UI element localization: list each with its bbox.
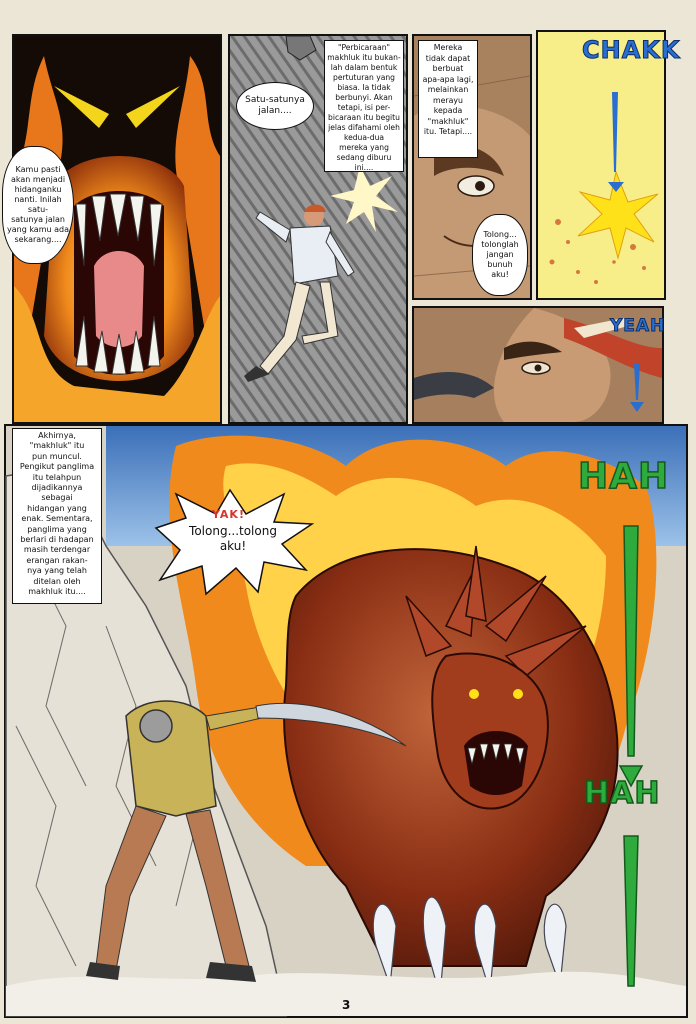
panel-chakk	[536, 30, 681, 300]
sfx-chakk: CHAKK	[582, 36, 681, 64]
chakk-slash-art	[538, 32, 664, 298]
creature-eye-left	[469, 689, 479, 699]
narration-caption-mereka: Mereka tidak dapat berbuat apa-apa lagi, melainkan merayu kepada "makhluk" itu. Tetapi....	[418, 40, 478, 158]
sfx-hah-bottom: HAH	[584, 776, 661, 811]
burst-text-tolong: Tolong...tolong aku!	[189, 524, 277, 553]
creature-eye-right	[513, 689, 523, 699]
panel-pleading-face	[412, 34, 532, 300]
page-number: 3	[342, 998, 351, 1012]
speech-burst-tolonglah: Tolong... tolonglah jangan bunuh aku!	[472, 214, 528, 296]
sfx-yeah: YEAH	[610, 316, 666, 336]
creature-mouth	[464, 731, 528, 795]
sfx-hah-top: HAH	[578, 456, 670, 497]
narration-caption-akhirnya: Akhirnya, "makhluk" itu pun muncul. Pengikut panglima itu telahpun dijadikannya sebagai hidangan yang enak. Sementara, panglima yang berlari di hadapan masih terdengar erangan rakan- nya yang telah ditelan oleh makhluk itu....	[12, 428, 102, 604]
burst-sfx-yak: YAK!	[212, 508, 245, 521]
speech-bubble-satu-satunya: Satu-satunya jalan....	[236, 82, 314, 130]
creature-attack-art	[6, 426, 686, 1016]
panel-monster-jaws	[6, 34, 222, 424]
panel-yeah	[412, 306, 664, 424]
monster-speech-bubble: Kamu pasti akan menjadi hidanganku nanti. Inilah satu- satunya jalan yang kamu ada sekarang....	[2, 146, 74, 264]
narration-caption-perbicaraan: "Perbicaraan" makhluk itu bukan- lah dalam bentuk pertuturan yang biasa. Ia tidak berbunyi. Akan tetapi, isi per- bicaraan itu begitu jelas difahami oleh kedua-dua mereka yang sedang diburu ini....	[324, 40, 404, 172]
panel-running-man	[228, 34, 408, 424]
panel-creature-attack	[4, 424, 688, 1018]
